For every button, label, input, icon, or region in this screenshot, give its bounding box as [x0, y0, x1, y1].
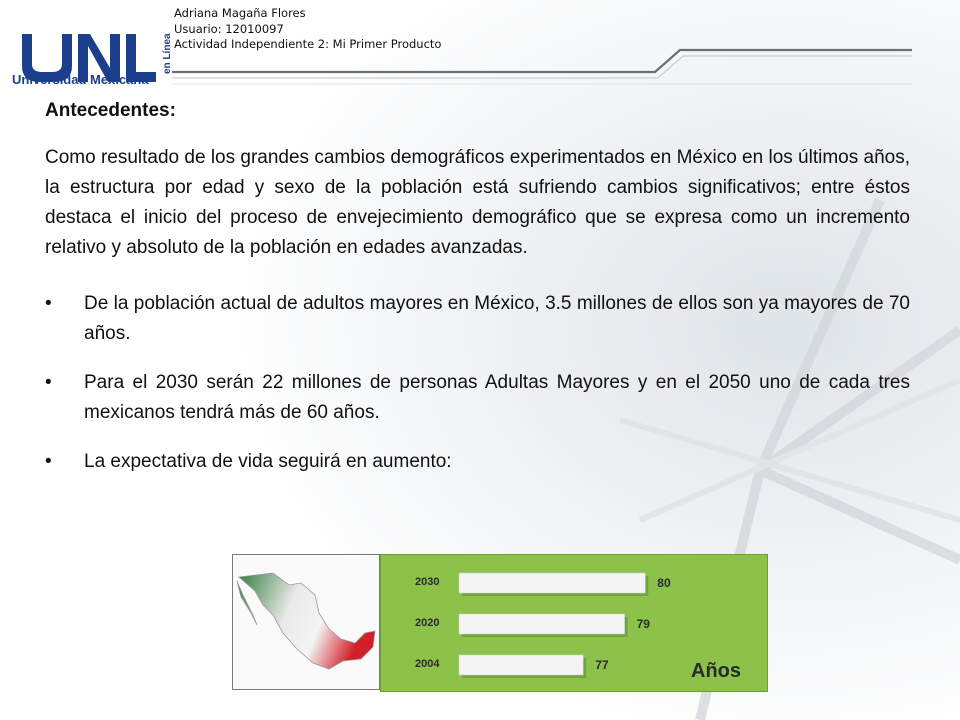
activity-title: Actividad Independiente 2: Mi Primer Producto: [174, 37, 442, 51]
university-logo: [10, 12, 175, 90]
life-expectancy-chart: [380, 554, 768, 692]
mexico-map: [232, 554, 380, 690]
bullet-mark: •: [45, 451, 52, 472]
bullet-mark: •: [45, 293, 52, 314]
main-content: [45, 100, 910, 496]
life-expectancy-figure: [232, 554, 768, 690]
bullet-item: [45, 289, 910, 349]
header-info: [174, 6, 441, 53]
chart-value-label: 79: [636, 617, 650, 631]
chart-bar: [459, 573, 645, 593]
author-name: Adriana Magaña Flores: [174, 6, 306, 20]
mexico-shape: [237, 573, 375, 669]
bullet-list: [45, 289, 910, 477]
user-id: Usuario: 12010097: [174, 21, 284, 36]
bullet-text: La expectativa de vida seguirá en aumento:: [84, 451, 452, 472]
logo-text: Universidad Mexicana: [12, 72, 149, 87]
bullet-item: [45, 447, 910, 477]
chart-bar: [459, 614, 625, 634]
chart-value-label: 80: [657, 576, 671, 590]
chart-value-label: 77: [595, 658, 609, 672]
logo-side-text: en Línea: [162, 33, 173, 74]
bullet-item: [45, 368, 910, 428]
section-heading: Antecedentes:: [45, 100, 176, 121]
chart-xlabel: Años: [691, 660, 741, 682]
bullet-mark: •: [45, 372, 52, 393]
chart-bar: [459, 655, 583, 675]
chart-category-label: 2030: [415, 576, 440, 588]
chart-category-label: 2004: [415, 658, 440, 670]
bullet-text: Para el 2030 serán 22 millones de personas Adultas Mayores y en el 2050 uno de cada tres mexicanos tendrá más de 60 años.: [84, 372, 910, 423]
bullet-text: De la población actual de adultos mayores en México, 3.5 millones de ellos son ya mayores de 70 años.: [84, 293, 910, 344]
chart-category-label: 2020: [415, 617, 440, 629]
intro-paragraph: Como resultado de los grandes cambios demográficos experimentados en México en los últimos años, la estructura por edad y sexo de la población está sufriendo cambios significativos; entre éstos destaca el inicio del proceso de envejecimiento demográfico que se expresa como un incremento relativo y absoluto de la población en edades avanzadas.: [45, 147, 910, 258]
